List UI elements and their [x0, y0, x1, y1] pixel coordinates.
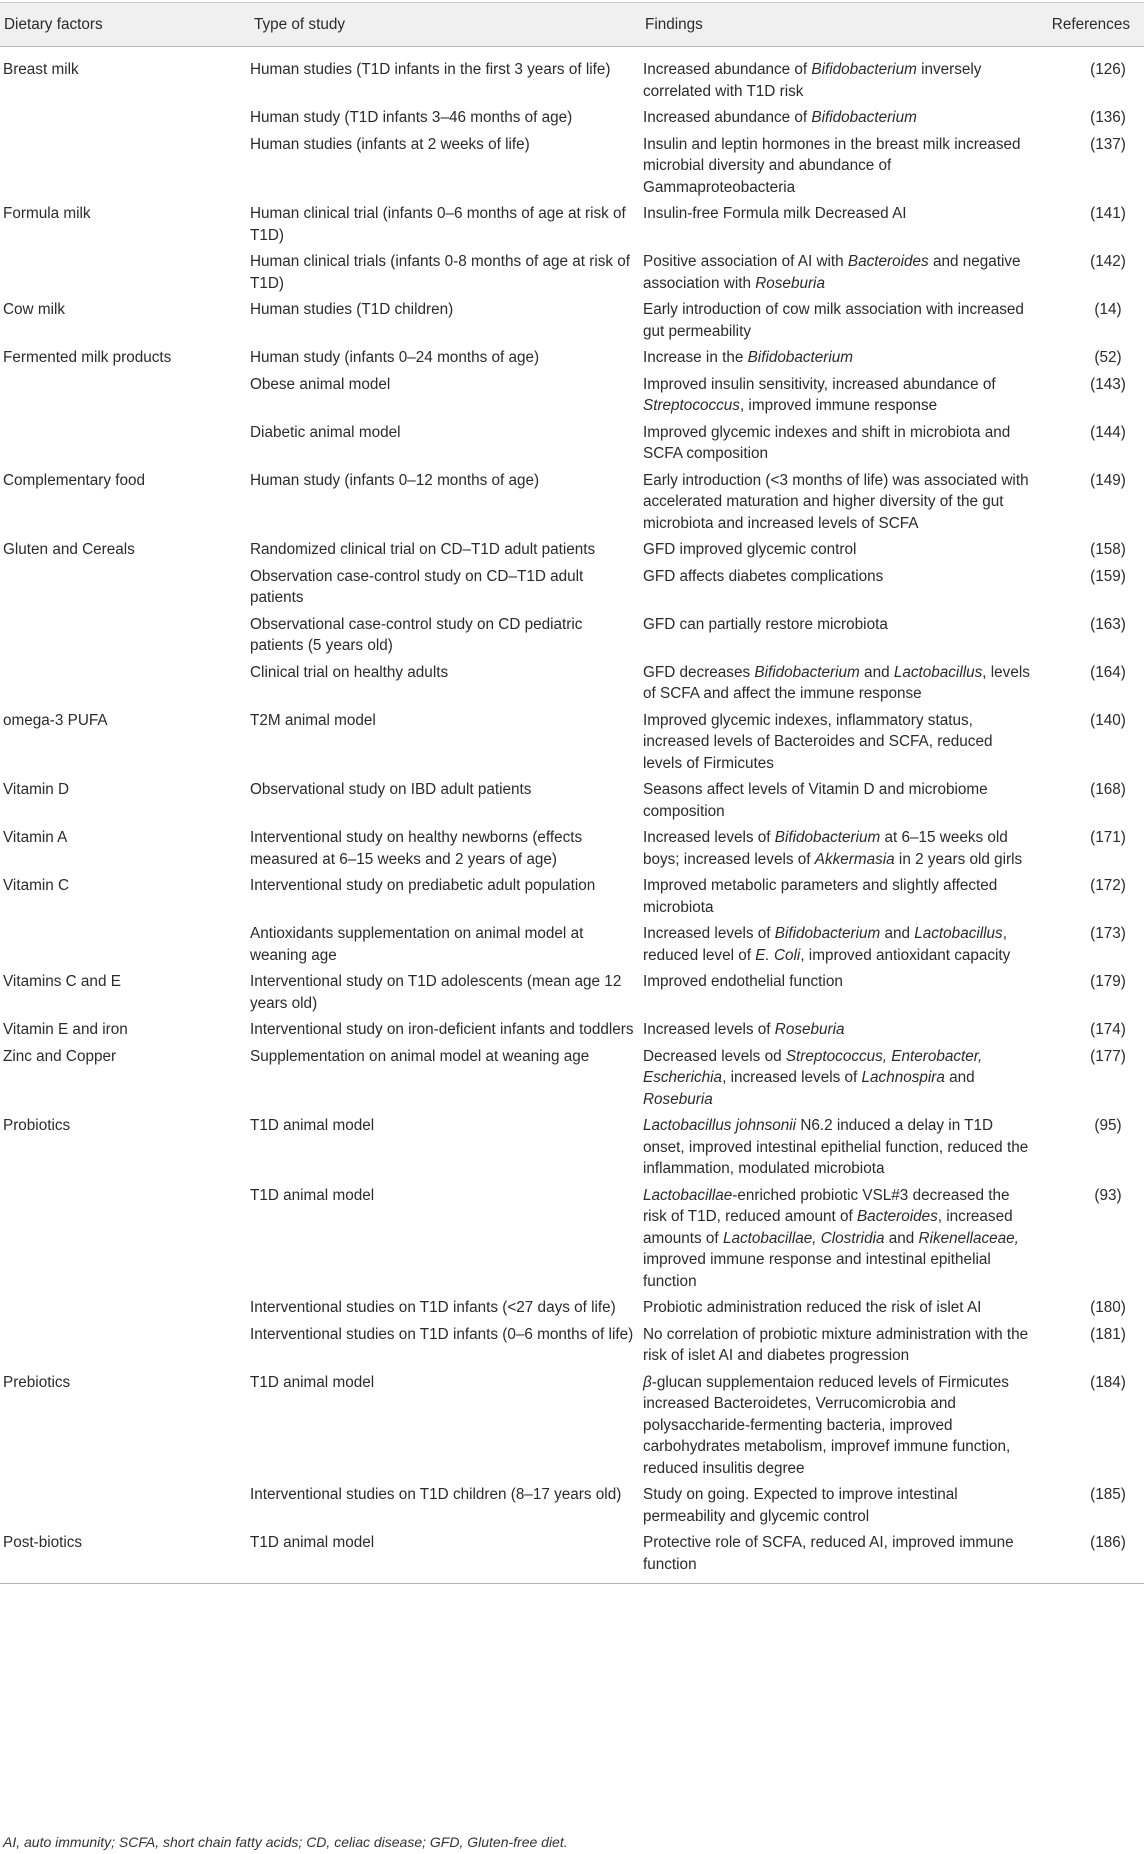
- dietary-factor-cell: Vitamin E and iron: [3, 1021, 128, 1038]
- dietary-factor-cell: [0, 247, 250, 295]
- table-body: [0, 47, 1144, 1584]
- dietary-factor-cell: [0, 1480, 250, 1528]
- findings-cell: Seasons affect levels of Vitamin D and microbiome composition: [643, 781, 988, 820]
- table-row: [0, 919, 1144, 967]
- dietary-factor-cell: [0, 130, 250, 200]
- table-row: [0, 370, 1144, 418]
- reference-cell: (126): [1090, 61, 1126, 78]
- dietary-factor-cell: [0, 562, 250, 610]
- reference-cell: (52): [1094, 349, 1122, 366]
- reference-cell: (149): [1090, 471, 1126, 489]
- study-type-cell: Antioxidants supplementation on animal model at weaning age: [250, 925, 584, 964]
- study-type-cell: T1D animal model: [250, 1186, 375, 1204]
- table-row: [0, 466, 1144, 536]
- table-row: [0, 1368, 1144, 1481]
- reference-cell: (95): [1094, 1117, 1122, 1134]
- table-row: [0, 706, 1144, 776]
- dietary-factor-cell: Gluten and Cereals: [3, 541, 135, 558]
- table-row: [0, 967, 1144, 1015]
- findings-cell: Study on going. Expected to improve intestinal permeability and glycemic control: [643, 1486, 958, 1525]
- findings-cell: Increased levels of Bifidobacterium at 6–15 weeks old boys; increased levels of Akkermasia in 2 years old girls: [643, 829, 1023, 868]
- study-type-cell: Human clinical trial (infants 0–6 months of age at risk of T1D): [250, 205, 626, 244]
- study-type-cell: T1D animal model: [250, 1373, 375, 1391]
- study-type-cell: Randomized clinical trial on CD–T1D adult patients: [250, 541, 596, 558]
- dietary-factor-cell: [0, 418, 250, 466]
- table-row: [0, 823, 1144, 871]
- study-type-cell: Human studies (T1D infants in the first 3 years of life): [250, 61, 611, 78]
- reference-cell: (173): [1090, 925, 1126, 942]
- table-row: [0, 658, 1144, 706]
- table-row: [0, 130, 1144, 200]
- table-row: [0, 1042, 1144, 1112]
- dietary-factor-cell: Vitamin C: [3, 877, 70, 894]
- findings-cell: Lactobacillus johnsonii N6.2 induced a delay in T1D onset, improved intestinal epithelial function, reduced the inflammation, modulated microbiota: [643, 1117, 1029, 1177]
- reference-cell: (171): [1090, 829, 1126, 846]
- study-type-cell: T1D animal model: [250, 1528, 641, 1584]
- reference-cell: (93): [1094, 1186, 1122, 1204]
- findings-cell: Increased abundance of Bifidobacterium: [643, 109, 917, 126]
- findings-cell: Improved metabolic parameters and slightly affected microbiota: [643, 877, 998, 916]
- dietary-factor-cell: Vitamins C and E: [3, 973, 121, 990]
- dietary-factor-cell: Breast milk: [3, 61, 79, 78]
- dietary-factor-cell: [0, 610, 250, 658]
- table-row: [0, 1528, 1144, 1584]
- reference-cell: (164): [1090, 663, 1126, 681]
- dietary-factor-cell: Cow milk: [3, 301, 66, 318]
- study-type-cell: Supplementation on animal model at weaning age: [250, 1047, 590, 1065]
- table-row: [0, 1320, 1144, 1368]
- reference-cell: (174): [1090, 1021, 1126, 1038]
- study-type-cell: T2M animal model: [250, 711, 376, 729]
- reference-cell: (168): [1090, 781, 1126, 798]
- study-type-cell: Interventional study on T1D adolescents (mean age 12 years old): [250, 973, 622, 1012]
- study-type-cell: Diabetic animal model: [250, 423, 401, 441]
- table-row: [0, 295, 1144, 343]
- dietary-factor-cell: [0, 370, 250, 418]
- findings-cell: Decreased levels od Streptococcus, Enterobacter, Escherichia, increased levels of Lachnospira and Roseburia: [643, 1047, 983, 1108]
- reference-cell: (143): [1090, 375, 1126, 393]
- header-findings: Findings: [641, 3, 1034, 47]
- study-type-cell: Interventional study on healthy newborns (effects measured at 6–15 weeks and 2 years of age): [250, 829, 583, 868]
- table-row: [0, 418, 1144, 466]
- study-type-cell: Interventional study on prediabetic adult population: [250, 877, 596, 894]
- reference-cell: (186): [1034, 1528, 1144, 1584]
- study-type-cell: Human clinical trials (infants 0-8 months of age at risk of T1D): [250, 253, 631, 292]
- study-type-cell: Observational case-control study on CD pediatric patients (5 years old): [250, 615, 583, 654]
- dietary-factor-cell: Vitamin D: [3, 781, 70, 798]
- study-type-cell: Observational study on IBD adult patients: [250, 781, 532, 798]
- dietary-factor-cell: [0, 1293, 250, 1320]
- reference-cell: (185): [1090, 1486, 1126, 1503]
- findings-cell: GFD improved glycemic control: [643, 541, 857, 558]
- header-row: [0, 3, 1144, 47]
- reference-cell: (140): [1090, 711, 1126, 729]
- dietary-factor-cell: Probiotics: [3, 1117, 71, 1134]
- study-type-cell: Human study (T1D infants 3–46 months of age): [250, 109, 573, 126]
- reference-cell: (179): [1090, 973, 1126, 990]
- dietary-factor-cell: [0, 658, 250, 706]
- findings-cell: Lactobacillae-enriched probiotic VSL#3 decreased the risk of T1D, reduced amount of Bacteroides, increased amounts of Lactobacillae, Clostridia and Rikenellaceae, improved immune response and intestinal epithelial function: [643, 1186, 1019, 1290]
- table-row: [0, 199, 1144, 247]
- table-row: [0, 1015, 1144, 1042]
- dietary-factor-cell: Zinc and Copper: [3, 1047, 117, 1065]
- reference-cell: (158): [1090, 541, 1126, 558]
- header-dietary-factors: Dietary factors: [0, 3, 250, 47]
- dietary-factor-cell: [0, 1181, 250, 1294]
- study-type-cell: T1D animal model: [250, 1117, 375, 1134]
- reference-cell: (137): [1090, 135, 1126, 153]
- findings-cell: Insulin and leptin hormones in the breast milk increased microbial diversity and abundance of Gammaproteobacteria: [643, 135, 1021, 196]
- table-row: [0, 47, 1144, 104]
- table-row: [0, 343, 1144, 370]
- findings-cell: Probiotic administration reduced the risk of islet AI: [643, 1299, 982, 1316]
- findings-cell: Improved endothelial function: [643, 973, 843, 990]
- table-footnote: AI, auto immunity; SCFA, short chain fatty acids; CD, celiac disease; GFD, Gluten-free diet.: [3, 1834, 568, 1850]
- findings-cell: Early introduction (<3 months of life) was associated with accelerated maturation and higher diversity of the gut microbiota and increased levels of SCFA: [643, 471, 1029, 532]
- findings-cell: Increased levels of Bifidobacterium and Lactobacillus, reduced level of E. Coli, improved antioxidant capacity: [643, 925, 1011, 964]
- dietary-factor-cell: Complementary food: [3, 471, 145, 489]
- findings-cell: No correlation of probiotic mixture administration with the risk of islet AI and diabetes progression: [643, 1325, 1029, 1364]
- findings-cell: Improved insulin sensitivity, increased abundance of Streptococcus, improved immune response: [643, 375, 996, 414]
- table-row: [0, 562, 1144, 610]
- table-row: [0, 1480, 1144, 1528]
- table-row: [0, 1293, 1144, 1320]
- reference-cell: (180): [1090, 1299, 1126, 1316]
- findings-cell: GFD decreases Bifidobacterium and Lactobacillus, levels of SCFA and affect the immune response: [643, 663, 1030, 702]
- study-type-cell: Human studies (infants at 2 weeks of life): [250, 135, 530, 153]
- table-row: [0, 535, 1144, 562]
- study-type-cell: Human study (infants 0–24 months of age): [250, 349, 540, 366]
- dietary-factor-cell: omega-3 PUFA: [3, 711, 108, 729]
- study-type-cell: Human study (infants 0–12 months of age): [250, 471, 540, 489]
- findings-cell: Insulin-free Formula milk Decreased AI: [643, 205, 907, 222]
- findings-cell: Improved glycemic indexes, inflammatory status, increased levels of Bacteroides and SCFA, reduced levels of Firmicutes: [643, 711, 993, 772]
- findings-cell: GFD can partially restore microbiota: [643, 615, 888, 633]
- findings-cell: Improved glycemic indexes and shift in microbiota and SCFA composition: [643, 423, 1011, 462]
- study-type-cell: Interventional studies on T1D infants (<27 days of life): [250, 1299, 616, 1316]
- dietary-factor-cell: Post-biotics: [0, 1528, 250, 1584]
- reference-cell: (136): [1090, 109, 1126, 126]
- table-row: [0, 871, 1144, 919]
- findings-cell: Positive association of AI with Bacteroides and negative association with Roseburia: [643, 253, 1021, 292]
- reference-cell: (141): [1090, 205, 1126, 222]
- findings-cell: Increased abundance of Bifidobacterium inversely correlated with T1D risk: [643, 61, 982, 100]
- study-type-cell: Clinical trial on healthy adults: [250, 663, 449, 681]
- header-type-of-study: Type of study: [250, 3, 641, 47]
- study-type-cell: Interventional study on iron-deficient infants and toddlers: [250, 1021, 634, 1038]
- dietary-factor-cell: Formula milk: [3, 205, 91, 222]
- reference-cell: (144): [1090, 423, 1126, 441]
- findings-cell: Increase in the Bifidobacterium: [643, 349, 854, 366]
- study-type-cell: Interventional studies on T1D infants (0–6 months of life): [250, 1325, 634, 1343]
- findings-cell: Early introduction of cow milk association with increased gut permeability: [643, 301, 1024, 340]
- study-type-cell: Observation case-control study on CD–T1D adult patients: [250, 567, 584, 606]
- reference-cell: (159): [1090, 567, 1126, 585]
- table-row: [0, 247, 1144, 295]
- study-type-cell: Interventional studies on T1D children (8–17 years old): [250, 1486, 622, 1503]
- study-type-cell: Human studies (T1D children): [250, 301, 454, 318]
- reference-cell: (177): [1090, 1047, 1126, 1065]
- table-row: [0, 1111, 1144, 1181]
- table-row: [0, 1181, 1144, 1294]
- table-row: [0, 610, 1144, 658]
- study-type-cell: Obese animal model: [250, 375, 391, 393]
- dietary-factor-cell: [0, 919, 250, 967]
- findings-cell: β-glucan supplementaion reduced levels of Firmicutes increased Bacteroidetes, Verrucomicrobia and polysaccharide-fermenting bacteria, improved carbohydrates metabolism, improvef immune function, reduced insulitis degree: [643, 1373, 1011, 1477]
- reference-cell: (184): [1090, 1373, 1126, 1391]
- reference-cell: (142): [1090, 253, 1126, 270]
- dietary-factor-cell: Vitamin A: [3, 829, 68, 846]
- header-references: References: [1034, 3, 1144, 47]
- table-row: [0, 775, 1144, 823]
- dietary-factor-cell: [0, 1320, 250, 1368]
- dietary-factor-cell: Prebiotics: [3, 1373, 71, 1391]
- dietary-factor-cell: Fermented milk products: [3, 349, 172, 366]
- findings-cell: Increased levels of Roseburia: [643, 1021, 845, 1038]
- findings-cell: Protective role of SCFA, reduced AI, improved immune function: [641, 1528, 1034, 1584]
- reference-cell: (14): [1094, 301, 1122, 318]
- reference-cell: (181): [1090, 1325, 1126, 1343]
- findings-cell: GFD affects diabetes complications: [643, 567, 884, 585]
- dietary-factors-table: [0, 2, 1144, 1584]
- reference-cell: (163): [1090, 615, 1126, 633]
- table-row: [0, 103, 1144, 130]
- reference-cell: (172): [1090, 877, 1126, 894]
- dietary-factor-cell: [0, 103, 250, 130]
